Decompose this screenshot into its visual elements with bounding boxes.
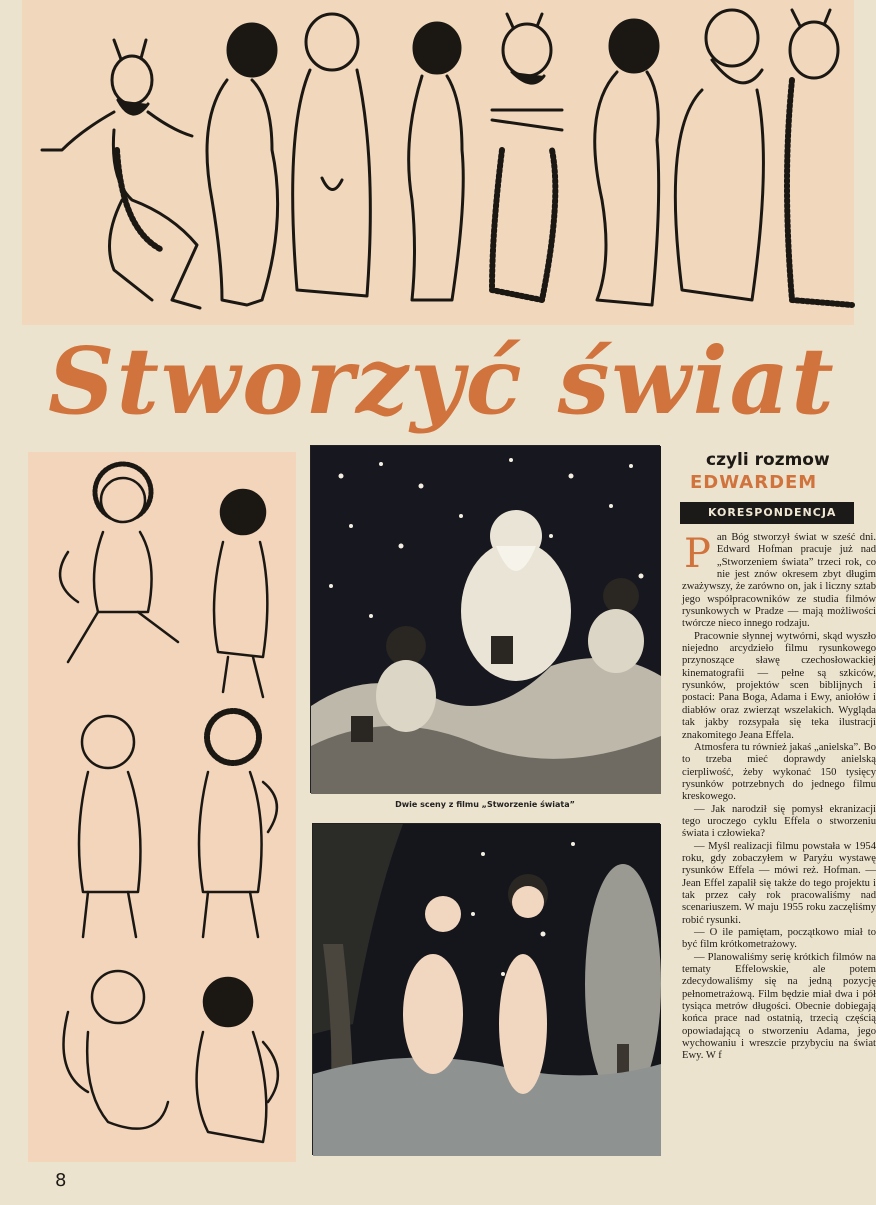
angels-illustration-panel — [28, 452, 296, 1162]
article-paragraph: Atmosfera tu również jakaś „anielska”. Bo to trzeba mieć doprawdy anielską cierpliwość, żeby wykonać 150 tysięcy rysunków potrzebnych do jednego filmu kreskowego. — [682, 741, 876, 803]
article-paragraph: Pracownie słynnej wytwórni, skąd wyszło niejedno arcydzieło filmu rysunkowego przynoszące sławę czechosłowackiej kinematografii — pełne są szkiców, rysunków, projektów scen biblijnych i postaci: Pana Boga, Adama i Ewy, aniołów i diabłów oraz zwierząt wszelakich. Wygląda tak jakby rozsypała się teka ilustracji znakomitego Jeana Effela. — [682, 630, 876, 741]
devils-and-figures-illustration — [22, 0, 854, 325]
article-paragraph: an Bóg stworzył świat w sześć dni. Edward Hofman pracuje już nad „Stworzeniem świata” trzeci rok, co nie jest znów okresem zbyt długim zważywszy, że zarówno on, jak i liczny sztab jego współpracowników ze studia filmów rysunkowych w Pradze — mają możliwości twórcze nieco innego rodzaju. — [682, 532, 876, 630]
headline-subtitle-1: czyli rozmow — [706, 450, 830, 470]
headline-title: Stworzyć świat — [48, 327, 836, 435]
film-still-adam-eve-image — [313, 824, 661, 1156]
angels-illustration — [28, 452, 296, 1162]
film-still-creation — [310, 445, 660, 793]
section-label: KORESPONDENCJA — [680, 502, 854, 524]
article-column — [676, 450, 876, 1170]
headline-subtitle-2: EDWARDEM — [690, 472, 818, 493]
film-still-adam-eve — [312, 823, 660, 1155]
article-paragraph: — O ile pamiętam, początkowo miał to być film krótkometrażowy. — [682, 927, 876, 951]
drop-cap: P — [684, 531, 711, 577]
article-paragraph: — Myśl realizacji filmu powstała w 1954 roku, gdy zobaczyłem w Paryżu wystawę rysunków Effela — mówi reż. Hofman. — Jean Effel zapalił się także do tego projektu i tak przez cały rok pracowaliśmy nad scenariuszem. W maju 1955 roku zaczęliśmy robić rysunki. — [682, 840, 876, 926]
headline-area — [0, 325, 854, 445]
article-body — [676, 532, 876, 1063]
article-paragraph: — Jak narodził się pomysł ekranizacji tego uroczego cyklu Effela o stworzeniu świata i człowieka? — [682, 803, 876, 840]
film-still-creation-image — [311, 446, 661, 794]
article-paragraph: — Planowaliśmy serię krótkich filmów na tematy Effelowskie, ale potem zdecydowaliśmy się na jedną pozycję pełnometrażową. Film będzie miał dwa i pół tysiąca metrów długości. Obecnie dobiegają końca prace nad ostatnią, trzecią częścią opowiadającą o stworzeniu Adama, jego wychowaniu i wreszcie przybyciu na świat Ewy. W f — [682, 951, 876, 1062]
page-number: 8 — [55, 1170, 67, 1191]
top-illustration-band — [22, 0, 854, 325]
still-caption: Dwie sceny z filmu „Stworzenie świata” — [395, 800, 575, 809]
